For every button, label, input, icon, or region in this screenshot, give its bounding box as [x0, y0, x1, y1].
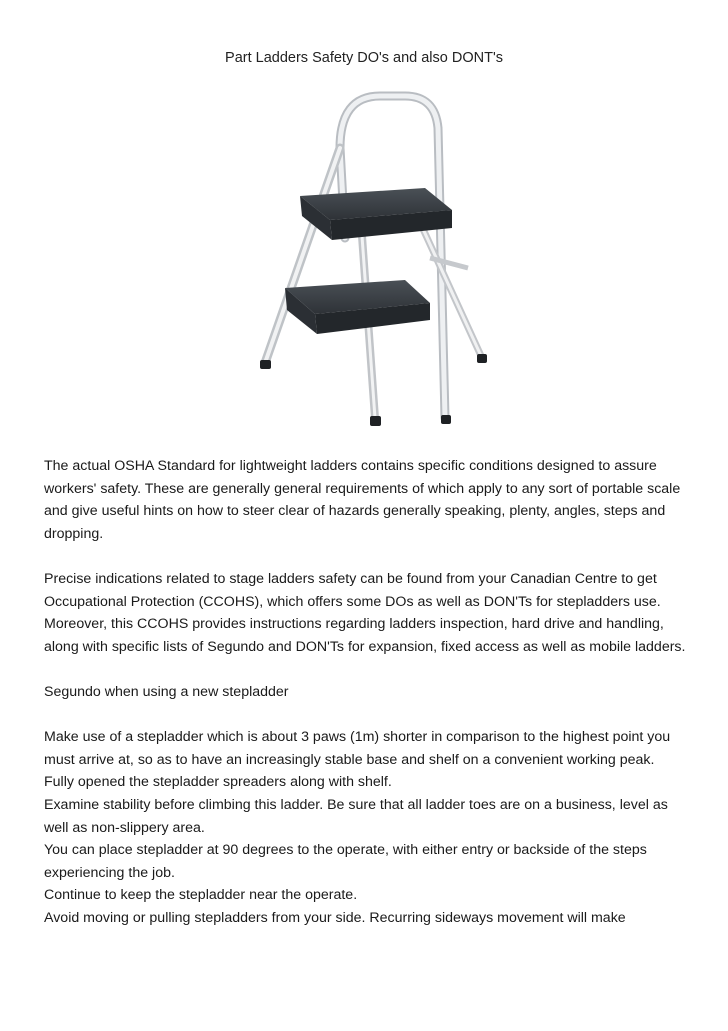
paragraph-ccohs: Precise indications related to stage ladders safety can be found from your Canadian Centre to get Occupational Protection (CCOHS), which offers some DOs as well as DON'Ts for stepladders use. Moreover, this CCOHS provides instructions regarding ladders inspection, hard drive and handling, along with specific lists of Segundo and DON'Ts for expansion, fixed access as well as mobile ladders. — [44, 570, 686, 655]
foot — [477, 354, 487, 363]
list-item: Avoid moving or pulling stepladders from your side. Recurring sideways movement will make — [44, 909, 626, 926]
page-title: Part Ladders Safety DO's and also DONT's — [225, 50, 503, 66]
list-item: Examine stability before climbing this ladder. Be sure that all ladder toes are on a business, level as well as non-slippery area. — [44, 796, 668, 836]
list-item: Fully opened the stepladder spreaders along with shelf. — [44, 774, 392, 791]
list-item: Continue to keep the stepladder near the operate. — [44, 887, 358, 904]
step-stool-image — [190, 88, 530, 433]
dos-list — [44, 726, 694, 929]
lower-step — [285, 280, 430, 334]
foot — [370, 416, 381, 426]
upper-step — [300, 188, 452, 240]
body-text — [44, 455, 694, 929]
foot — [260, 360, 271, 369]
step-stool-illustration — [190, 88, 530, 433]
list-item: You can place stepladder at 90 degrees to the operate, with either entry or backside of the steps experiencing the job. — [44, 842, 647, 881]
foot — [441, 415, 451, 424]
section-heading: Segundo when using a new stepladder — [44, 683, 289, 700]
paragraph-osha: The actual OSHA Standard for lightweight ladders contains specific conditions designed to assure workers' safety. These are generally general requirements of which apply to any sort of portable scale and give useful hints on how to steer clear of hazards generally speaking, plenty, angles, steps and dropping. — [44, 458, 681, 542]
list-item: Make use of a stepladder which is about 3 paws (1m) shorter in comparison to the highest point you must arrive at, so as to have an increasingly stable base and shelf on a convenient working peak. — [44, 729, 671, 768]
